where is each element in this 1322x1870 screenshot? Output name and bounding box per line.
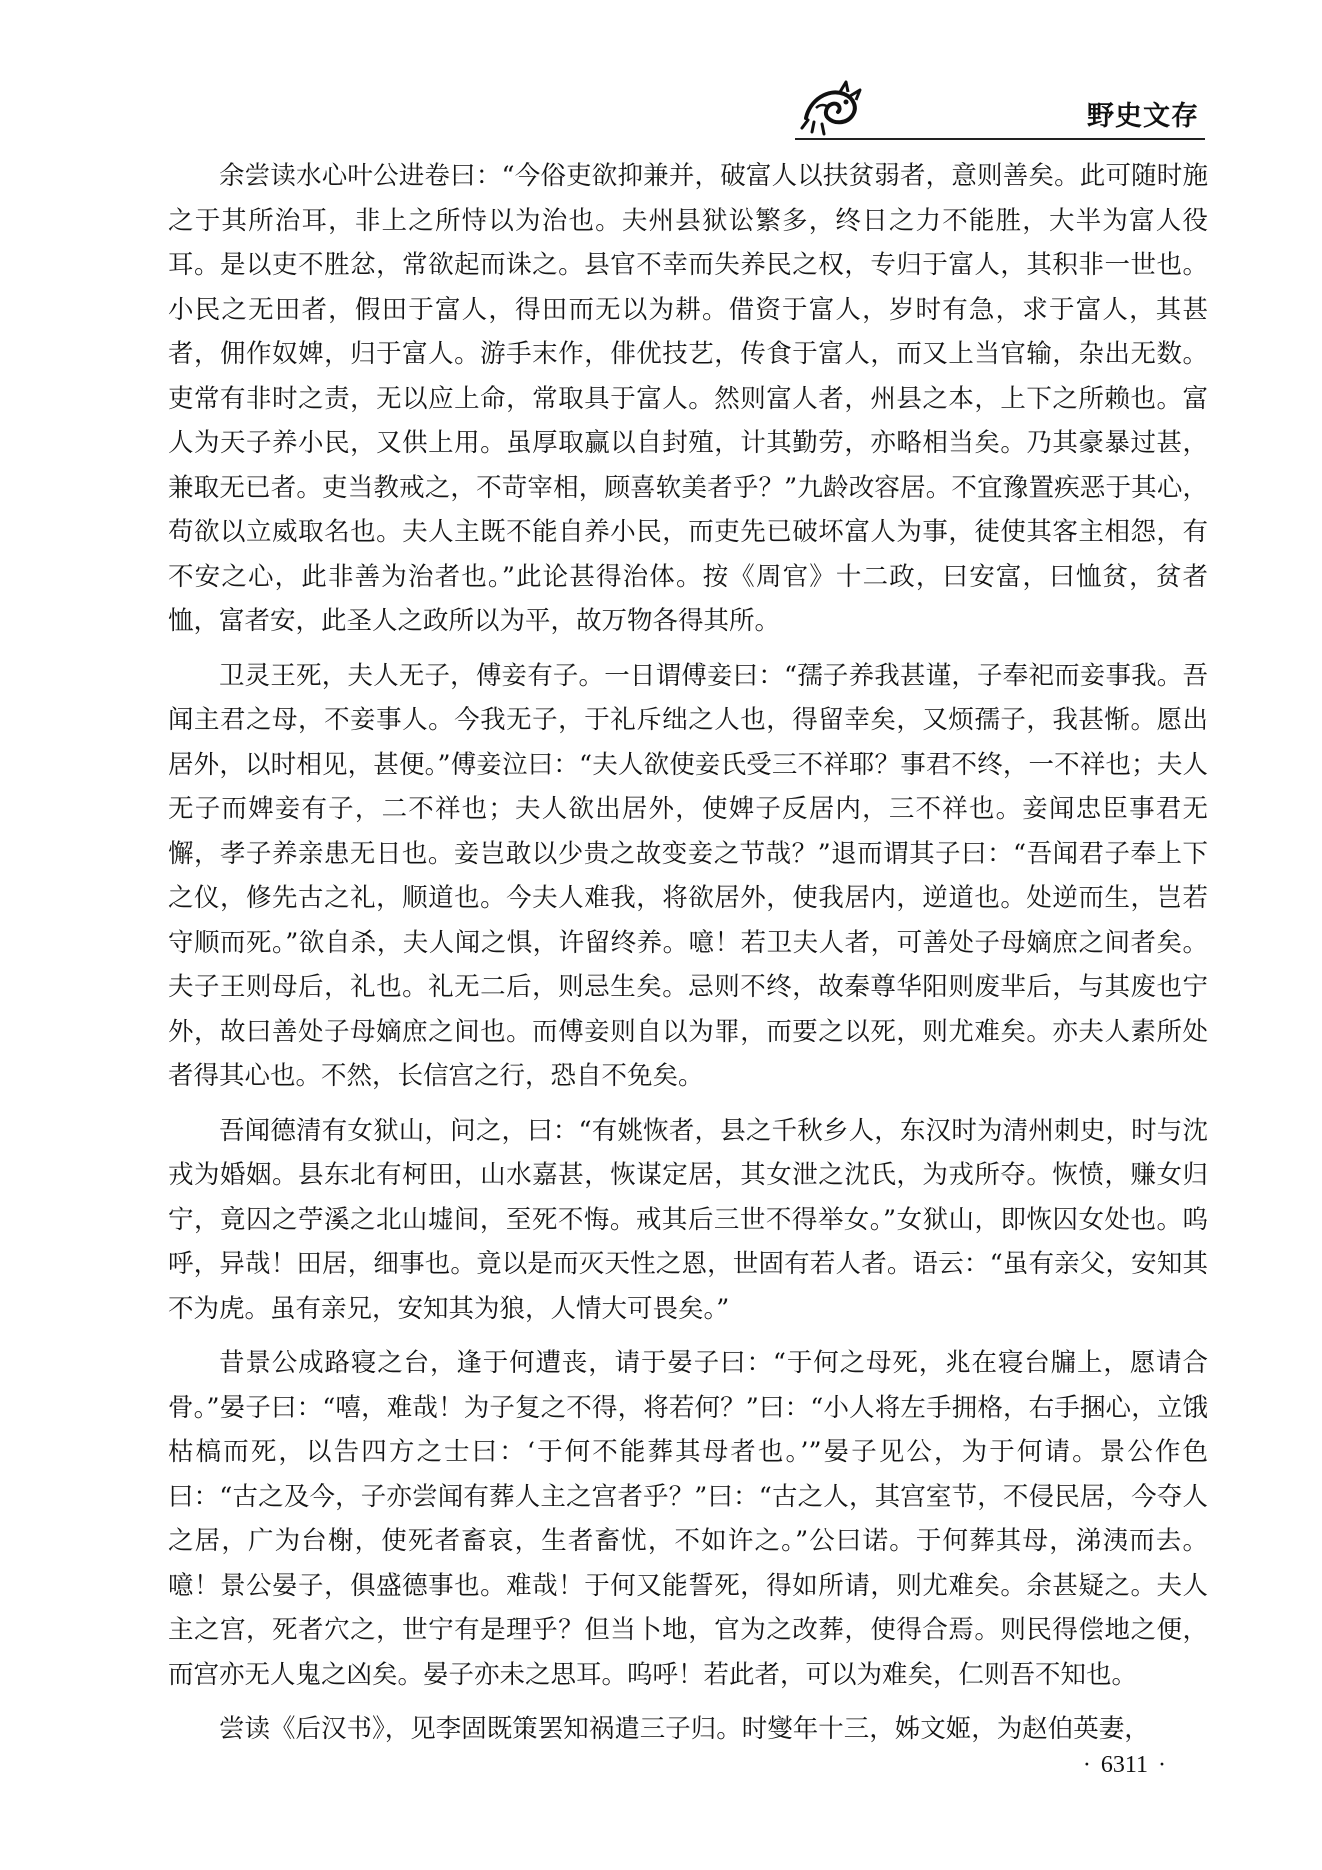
paragraph: 尝读《后汉书》，见李固既策罢知祸遣三子归。时燮年十三，姊文姬，为赵伯英妻， [219, 1714, 1150, 1744]
running-header [800, 78, 1205, 138]
page-number-value: 6311 [1100, 1752, 1148, 1778]
header-rule [795, 138, 1205, 140]
body-text [168, 154, 1208, 1762]
paragraph: 吾闻德清有女狱山，问之，曰：“有姚恢者，县之千秋乡人，东汉时为清州刺史，时与沈戎为婚姻。县东北有柯田，山水嘉甚，恢谋定居，其女泄之沈氏，为戎所夺。恢愤，赚女归宁，竟囚之苧溪之北山墟间，至死不悔。戒其后三世不得举女。”女狱山，即恢囚女处也。呜呼，异哉！田居，细事也。竟以是而灭天性之恩，世固有若人者。语云：“虽有亲父，安知其不为虎。虽有亲兄，安知其为狼，人情大可畏矣。” [168, 1115, 1208, 1324]
running-header-title: 野史文存 [1087, 101, 1199, 132]
page-number: · 6311 · [1082, 1752, 1166, 1778]
paragraph: 昔景公成路寝之台，逢于何遭丧，请于晏子曰：“于何之母死，兆在寝台牖上，愿请合骨。”晏子曰：“嘻，难哉！为子复之不得，将若何？”曰：“小人将左手拥格，右手捆心，立饿枯槁而死，以告四方之士曰：‘于何不能葬其母者也。’”晏子见公，为于何请。景公作色曰：“古之及今，子亦尝闻有葬人主之宫者乎？”曰：“古之人，其宫室节，不侵民居，今夺人之居，广为台榭，使死者畜哀，生者畜忧，不如许之。”公曰诺。于何葬其母，涕洟而去。噫！景公晏子，俱盛德事也。难哉！于何又能誓死，得如所请，则尤难矣。余甚疑之。夫人主之宫，死者穴之，世宁有是理乎？但当卜地，官为之改葬，使得合焉。则民得偿地之便，而宫亦无人鬼之凶矣。晏子亦未之思耳。呜呼！若此者，可以为难矣，仁则吾不知也。 [168, 1348, 1208, 1690]
dragon-emblem-icon [800, 78, 862, 136]
paragraph: 余尝读水心叶公进卷曰：“今俗吏欲抑兼并，破富人以扶贫弱者，意则善矣。此可随时施之于其所治耳，非上之所恃以为治也。夫州县狱讼繁多，终日之力不能胜，大半为富人役耳。是以吏不胜忿，常欲起而诛之。县官不幸而失养民之权，专归于富人，其积非一世也。小民之无田者，假田于富人，得田而无以为耕。借资于富人，岁时有急，求于富人，其甚者，佣作奴婢，归于富人。游手末作，俳优技艺，传食于富人，而又上当官输，杂出无数。吏常有非时之责，无以应上命，常取具于富人。然则富人者，州县之本，上下之所赖也。富人为天子养小民，又供上用。虽厚取赢以自封殖，计其勤劳，亦略相当矣。乃其豪暴过甚，兼取无已者。吏当教戒之，不苛宰相，顾喜软美者乎？”九龄改容居。不宜豫置疾恶于其心，苟欲以立威取名也。夫人主既不能自养小民，而吏先已破坏富人为事，徒使其客主相怨，有不安之心，此非善为治者也。”此论甚得治体。按《周官》十二政，曰安富，曰恤贫，贫者恤，富者安，此圣人之政所以为平，故万物各得其所。 [168, 161, 1208, 636]
paragraph: 卫灵王死，夫人无子，傅妾有子。一日谓傅妾曰：“孺子养我甚谨，子奉祀而妾事我。吾闻主君之母，不妾事人。今我无子，于礼斥绌之人也，得留幸矣，又烦孺子，我甚惭。愿出居外，以时相见，甚便。”傅妾泣曰：“夫人欲使妾氏受三不祥耶？事君不终，一不祥也；夫人无子而婢妾有子，二不祥也；夫人欲出居外，使婢子反居内，三不祥也。妾闻忠臣事君无懈，孝子养亲患无日也。妾岂敢以少贵之故变妾之节哉？”退而谓其子曰：“吾闻君子奉上下之仪，修先古之礼，顺道也。今夫人难我，将欲居外，使我居内，逆道也。处逆而生，岂若守顺而死。”欲自杀，夫人闻之惧，许留终养。噫！若卫夫人者，可善处子母嫡庶之间者矣。夫子王则母后，礼也。礼无二后，则忌生矣。忌则不终，故秦尊华阳则废芈后，与其废也宁外，故曰善处子母嫡庶之间也。而傅妾则自以为罪，而要之以死，则尤难矣。亦夫人素所处者得其心也。不然，长信宫之行，恐自不免矣。 [168, 660, 1208, 1091]
